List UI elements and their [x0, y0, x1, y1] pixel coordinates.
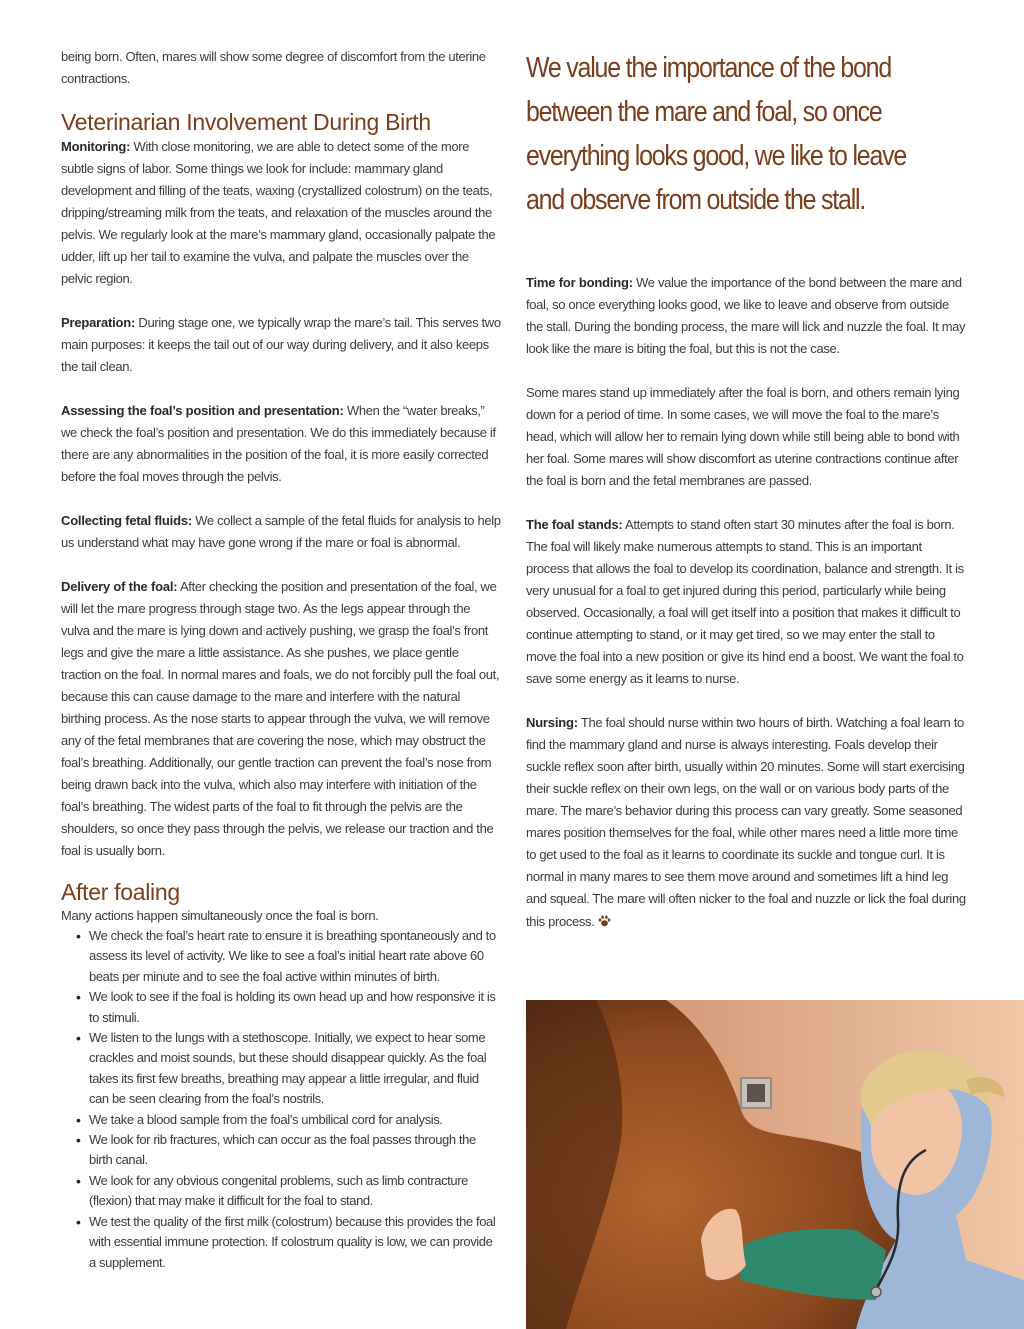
vet-involvement-heading: Veterinarian Involvement During Birth: [61, 109, 431, 135]
preparation-paragraph: [61, 312, 501, 378]
list-item: • We listen to the lungs with a stethoscope. Initially, we expect to hear some crackles and moist sounds, but these should disappear quickly. As the foal takes its first few breaths, breathing may appear a little irregular, and fluid can be seen clearing from the foal’s nostrils.: [89, 1028, 501, 1110]
right-column: [526, 46, 966, 933]
after-foaling-heading: After foaling: [61, 879, 180, 905]
bonding-text: We value the importance of the bond between the mare and foal, so once everything looks good, we like to leave and observe from outside the stall. During the bonding process, the mare will lick and nuzzle the foal. It may look like the mare is biting the foal, but this is not the case.: [526, 275, 966, 356]
list-item: • We look for any obvious congenital problems, such as limb contracture (flexion) that may make it difficult for the foal to stand.: [89, 1171, 501, 1212]
monitoring-paragraph: [61, 136, 501, 290]
foal-stands-paragraph: [526, 514, 966, 690]
bonding-label: Time for bonding:: [526, 275, 633, 290]
delivery-text: After checking the position and presentation of the foal, we will let the mare progress through stage two. As the legs appear through the vulva and the mare is lying down and actively pushing, we grasp the foal’s front legs and give the mare a little assistance. As she pushes, we place gentle traction on the foal. In normal mares and foals, we do not forcibly pull the foal out, because this can cause damage to the mare and interfere with the natural birthing process. As the nose starts to appear through the vulva, we will remove any of the fetal membranes that are covering the nose, which may obstruct the foal’s breathing. Additionally, our gentle traction can prevent the foal’s nose from being drawn back into the vulva, which also may interfere with initiation of the foal’s breathing. The widest parts of the foal to fit through the pelvis are the shoulders, so once they pass through the pelvis, we release our traction and the foal is usually born.: [61, 579, 500, 858]
list-item: • We look to see if the foal is holding its own head up and how responsive it is to stimuli.: [89, 987, 501, 1028]
nursing-paragraph: [526, 712, 966, 933]
preparation-label: Preparation:: [61, 315, 136, 330]
monitoring-text: With close monitoring, we are able to detect some of the more subtle signs of labor. Some things we look for include: mammary gland development and filling of the teats, waxing (crystallized colostrum) on the teats, dripping/streaming milk from the teats, and relaxation of the muscles around the pelvis. We regularly look at the mare’s mammary gland, occasionally palpate the udder, lift up her tail to examine the vulva, and palpate the muscles over the pelvic region.: [61, 139, 496, 286]
collecting-label: Collecting fetal fluids:: [61, 513, 192, 528]
foal-stands-text: Attempts to stand often start 30 minutes after the foal is born. The foal will likely make numerous attempts to stand. This is an important process that allows the foal to develop its coordination, balance and strength. It is very unusual for a foal to get injured during this period, particularly while being observed. Occasionally, a foal will get itself into a position that makes it difficult to continue attempting to stand, or it may get tired, so we may enter the stall to move the foal into a new position or give its hind end a boost. We want the foal to save some energy as it learns to nurse.: [526, 517, 964, 686]
delivery-label: Delivery of the foal:: [61, 579, 178, 594]
list-item: • We take a blood sample from the foal’s umbilical cord for analysis.: [89, 1110, 501, 1130]
collecting-paragraph: [61, 510, 501, 554]
delivery-paragraph: [61, 576, 501, 862]
paw-icon: [598, 913, 611, 929]
nursing-label: Nursing:: [526, 715, 578, 730]
list-item: • We look for rib fractures, which can occur as the foal passes through the birth canal.: [89, 1130, 501, 1171]
foal-stands-label: The foal stands:: [526, 517, 623, 532]
monitoring-label: Monitoring:: [61, 139, 131, 154]
pull-quote: We value the importance of the bond between the mare and foal, so once everything looks good, we like to leave and observe from outside the stall.: [526, 52, 907, 216]
bonding-paragraph: [526, 272, 966, 360]
after-foaling-list: [61, 926, 501, 1273]
photo-illustration: [526, 1000, 1024, 1329]
vet-with-horse-photo: [526, 1000, 1024, 1329]
nursing-text: The foal should nurse within two hours of birth. Watching a foal learn to find the mammary gland and nurse is always interesting. Foals develop their suckle reflex soon after birth, usually within 20 minutes. Some will start exercising their suckle reflex on their own legs, on the wall or on various body parts of the mare. The mare’s behavior during this process can vary greatly. Some seasoned mares position themselves for the foal, while other mares need a little more time to get used to the foal as it learns to coordinate its suckle and tongue curl. It is normal in many mares to see them move around and sometimes lift a hind leg and squeal. The mare will often nicker to the foal and nuzzle or lick the foal during this process.: [526, 715, 966, 929]
some-mares-paragraph: Some mares stand up immediately after the foal is born, and others remain lying down for a period of time. In some cases, we will move the foal to the mare’s head, which will allow her to remain lying down while still being able to bond with her foal. Some mares will show discomfort as uterine contractions continue after the foal is born and the fetal membranes are passed.: [526, 385, 960, 488]
assessing-paragraph: [61, 400, 501, 488]
assessing-label: Assessing the foal’s position and presentation:: [61, 403, 344, 418]
collecting-text: We collect a sample of the fetal fluids for analysis to help us understand what may have gone wrong if the mare or foal is abnormal.: [61, 513, 501, 550]
preparation-text: During stage one, we typically wrap the mare’s tail. This serves two main purposes: it keeps the tail out of our way during delivery, and it also keeps the tail clean.: [61, 315, 501, 374]
after-foaling-intro: Many actions happen simultaneously once the foal is born.: [61, 908, 379, 923]
assessing-text: When the “water breaks,” we check the foal’s position and presentation. We do this immediately because if there are any abnormalities in the position of the foal, it is more easily corrected before the foal moves through the pelvis.: [61, 403, 496, 484]
left-column: [61, 46, 501, 1273]
intro-paragraph: being born. Often, mares will show some degree of discomfort from the uterine contractions.: [61, 49, 486, 86]
list-item: • We test the quality of the first milk (colostrum) because this provides the foal with essential immune protection. If colostrum quality is low, we can provide a supplement.: [89, 1212, 501, 1273]
list-item: • We check the foal’s heart rate to ensure it is breathing spontaneously and to assess its level of activity. We like to see a foal’s initial heart rate above 60 beats per minute and to see the foal active within minutes of birth.: [89, 926, 501, 987]
